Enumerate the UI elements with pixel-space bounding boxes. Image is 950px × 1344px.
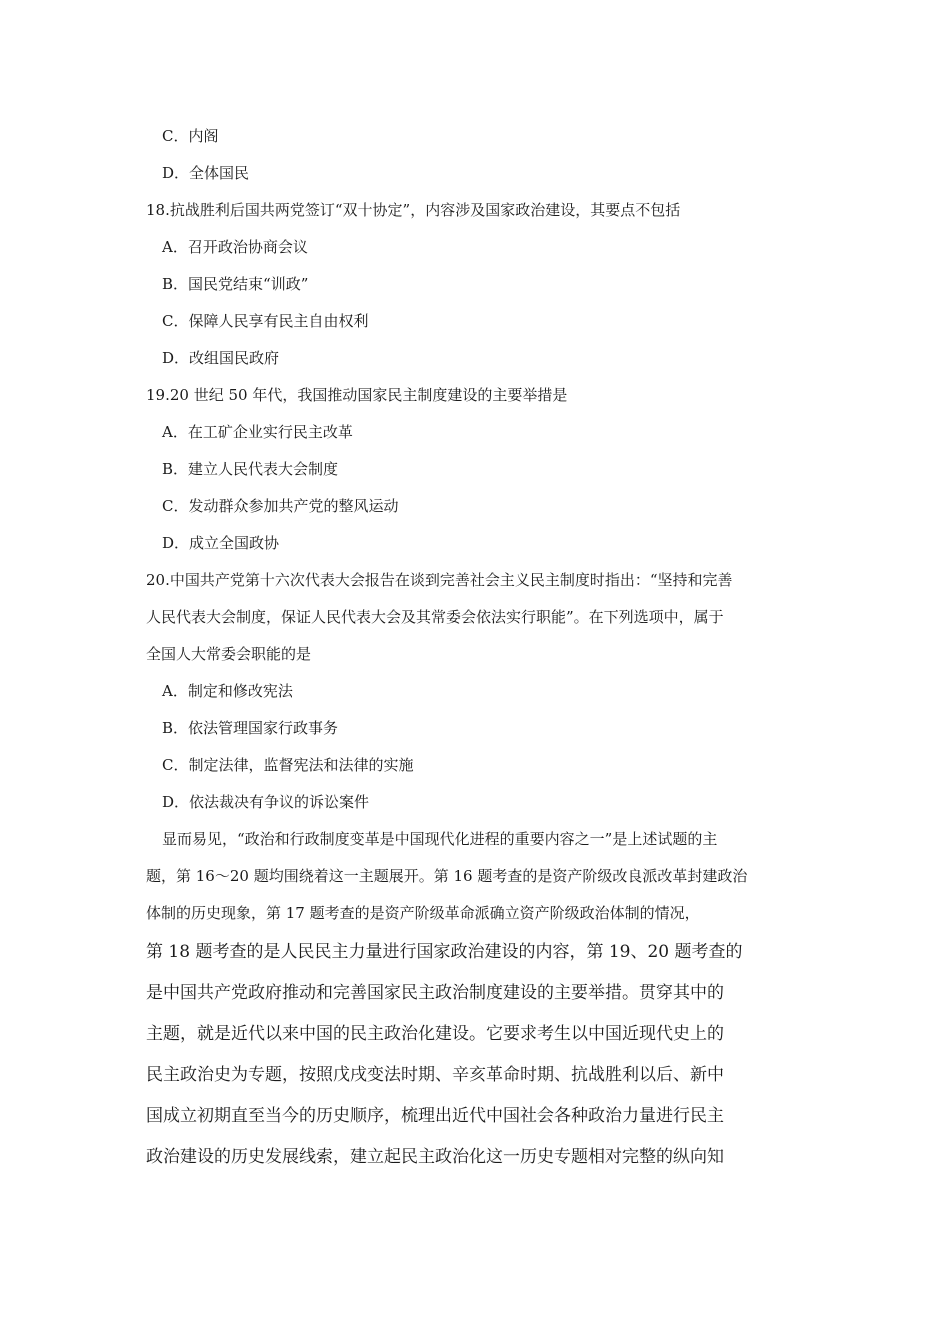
q17-option-d: D．全体国民 [162, 164, 250, 182]
analysis-line: 题，第 16～20 题均围绕着这一主题展开。第 16 题考查的是资产阶级改良派改革封建政治 [146, 867, 748, 885]
analysis-line: 国成立初期直至当今的历史顺序，梳理出近代中国社会各种政治力量进行民主 [146, 1106, 724, 1126]
q20-stem [146, 562, 806, 673]
analysis-line: 是中国共产党政府推动和完善国家民主政治制度建设的主要举措。贯穿其中的 [146, 983, 724, 1003]
analysis-line: 显而易见，“政治和行政制度变革是中国现代化进程的重要内容之一”是上述试题的主 [162, 830, 718, 848]
q20-option-b: B．依法管理国家行政事务 [162, 719, 339, 737]
analysis-line: 体制的历史现象，第 17 题考查的是资产阶级革命派确立资产阶级政治体制的情况， [146, 904, 700, 922]
q18-option-d: D．改组国民政府 [162, 349, 280, 367]
q19-stem: 19.20 世纪 50 年代，我国推动国家民主制度建设的主要举措是 [146, 386, 568, 404]
analysis-line: 主题，就是近代以来中国的民主政治化建设。它要求考生以中国近现代史上的 [146, 1024, 724, 1044]
q19-option-b: B．建立人民代表大会制度 [162, 460, 339, 478]
q19-option-c: C．发动群众参加共产党的整风运动 [162, 497, 399, 515]
q19-option-a: A．在工矿企业实行民主改革 [162, 423, 353, 441]
q18-option-b: B．国民党结束“训政” [162, 275, 309, 293]
q17-option-c: C．内阁 [162, 127, 219, 145]
analysis-line: 民主政治史为专题，按照戊戌变法时期、辛亥革命时期、抗战胜利以后、新中 [146, 1065, 724, 1085]
q20-stem-line: 20.中国共产党第十六次代表大会报告在谈到完善社会主义民主制度时指出：“坚持和完善 [146, 571, 733, 589]
q20-option-c: C．制定法律，监督宪法和法律的实施 [162, 756, 414, 774]
q20-stem-line: 全国人大常委会职能的是 [146, 645, 312, 663]
q20-option-d: D．依法裁决有争议的诉讼案件 [162, 793, 370, 811]
q18-option-c: C．保障人民享有民主自由权利 [162, 312, 369, 330]
q18-stem: 18.抗战胜利后国共两党签订“双十协定”，内容涉及国家政治建设，其要点不包括 [146, 201, 681, 219]
analysis-line: 政治建设的历史发展线索，建立起民主政治化这一历史专题相对完整的纵向知 [146, 1147, 724, 1167]
analysis-paragraph [146, 821, 806, 1178]
analysis-line: 第 18 题考查的是人民民主力量进行国家政治建设的内容，第 19、20 题考查的 [146, 942, 743, 962]
q20-option-a: A．制定和修改宪法 [162, 682, 293, 700]
q19-option-d: D．成立全国政协 [162, 534, 280, 552]
document-page [146, 118, 806, 1178]
q20-stem-line: 人民代表大会制度，保证人民代表大会及其常委会依法实行职能”。在下列选项中，属于 [146, 608, 724, 626]
q18-option-a: A．召开政治协商会议 [162, 238, 308, 256]
